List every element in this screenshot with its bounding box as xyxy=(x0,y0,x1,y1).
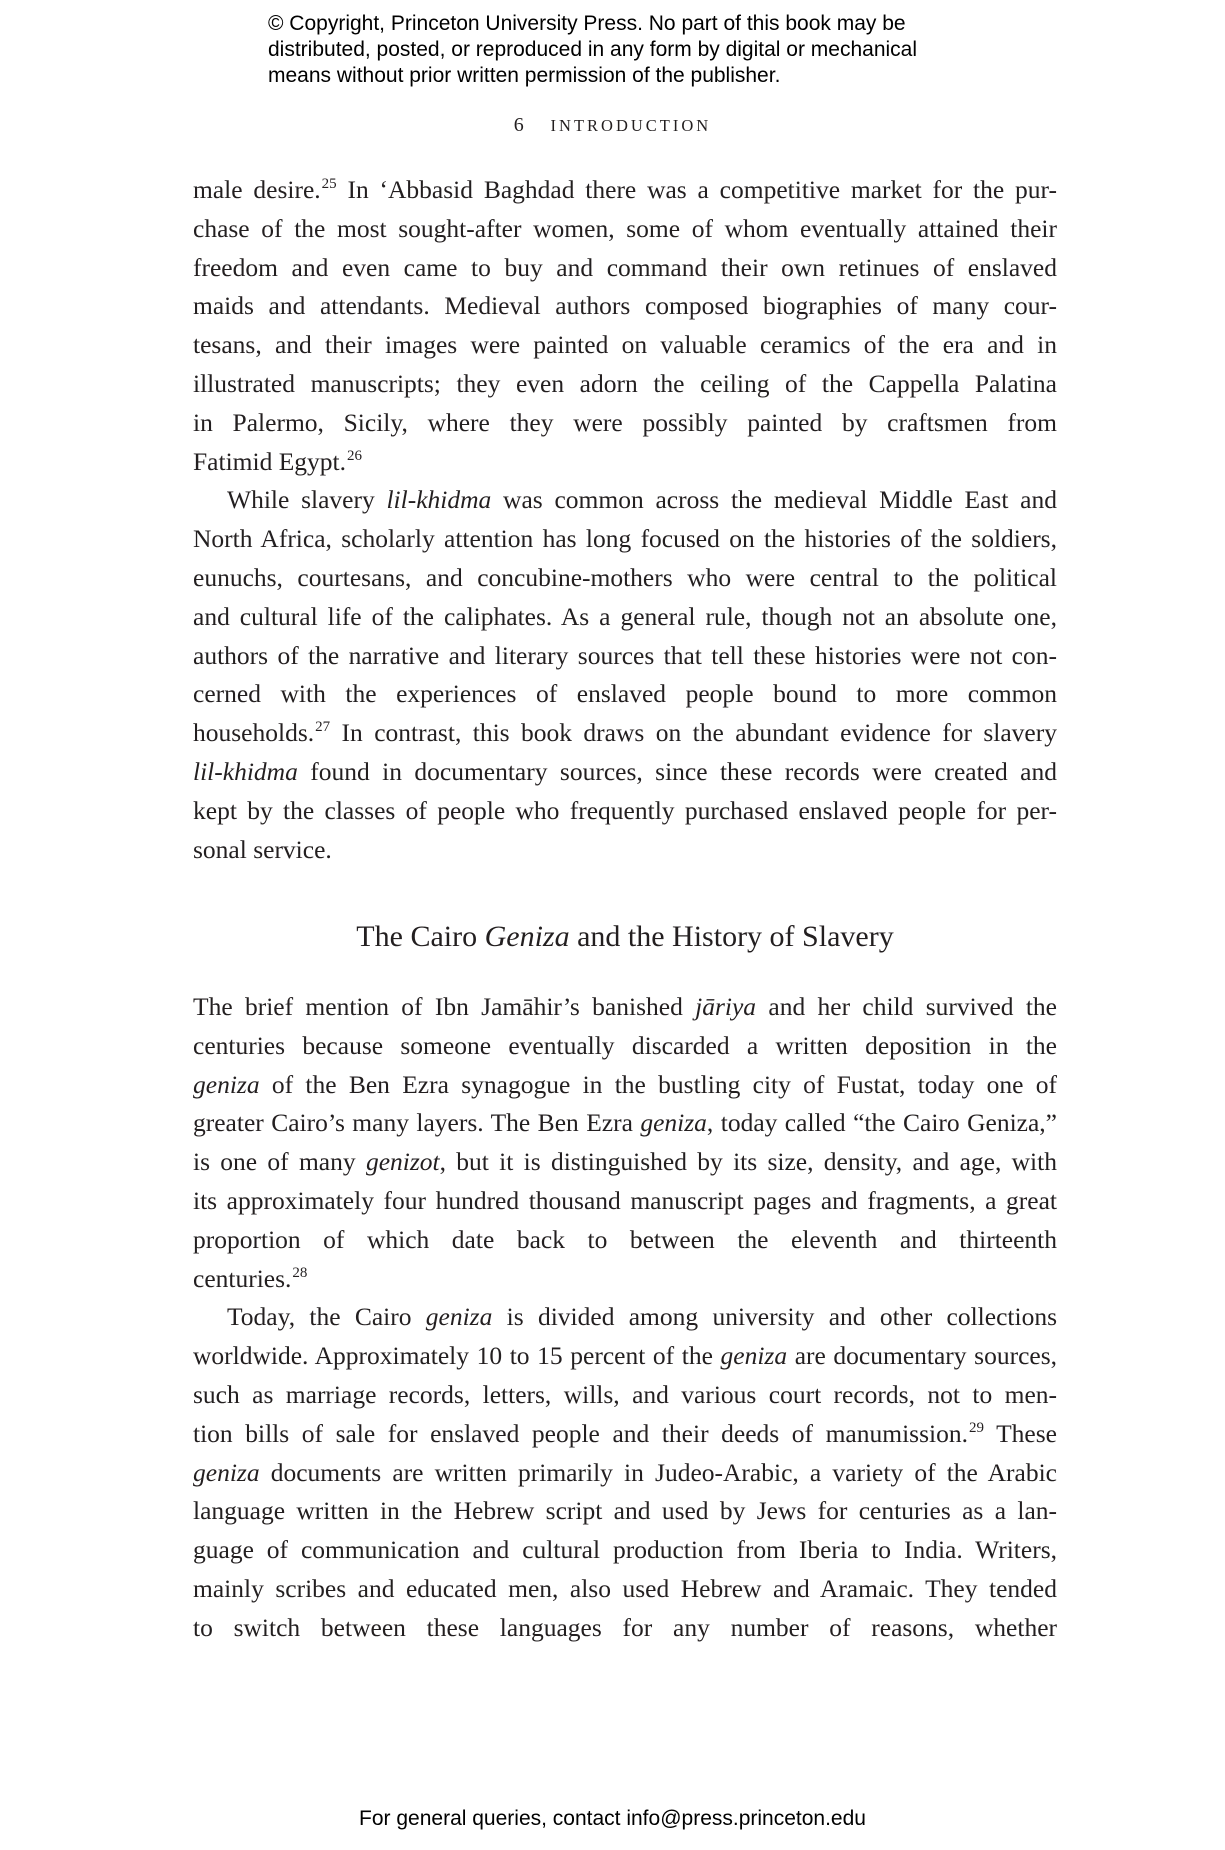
copyright-line: means without prior written permission of the publisher. xyxy=(268,64,781,87)
text-line xyxy=(193,1492,1057,1531)
text-line xyxy=(193,598,1057,637)
footnote-ref[interactable]: 27 xyxy=(315,719,331,736)
text-run: kept by the classes of people who frequently purchased enslaved people for per- xyxy=(193,795,1057,825)
text-run: greater Cairo’s many layers. The Ben Ezra xyxy=(193,1108,641,1138)
text-line xyxy=(193,1143,1057,1182)
paragraph xyxy=(193,171,1057,481)
text-run: its approximately four hundred thousand manuscript pages and fragments, a great xyxy=(193,1185,1057,1215)
text-line xyxy=(193,831,1057,870)
footnote-ref[interactable]: 25 xyxy=(321,176,337,192)
text-line xyxy=(193,1376,1057,1415)
section-heading-start: The Cairo xyxy=(356,920,485,953)
text-line xyxy=(193,1570,1057,1609)
section-heading-end: and the History of Slavery xyxy=(569,920,894,953)
text-run: documents are written primarily in Judeo-Arabic, a variety of the Arabic xyxy=(259,1457,1057,1487)
text-run: guage of communication and cultural production from Iberia to India. Writers, xyxy=(193,1535,1057,1565)
body-text-after-heading xyxy=(193,988,1057,1648)
text-run: proportion of which date back to between the eleventh and thirteenth xyxy=(193,1224,1057,1254)
italic-term: geniza xyxy=(720,1341,788,1371)
text-run: These xyxy=(983,1418,1057,1448)
text-line xyxy=(193,753,1057,792)
text-run: in Palermo, Sicily, where they were possibly painted by craftsmen from xyxy=(193,407,1057,437)
italic-term: geniza xyxy=(193,1069,260,1099)
text-line xyxy=(193,1298,1057,1337)
text-run: such as marriage records, letters, wills, and various court records, not to men- xyxy=(193,1379,1057,1409)
body-text-before-heading xyxy=(193,171,1057,869)
text-run: tesans, and their images were painted on valuable ceramics of the era and in xyxy=(193,330,1057,360)
running-head-section: INTRODUCTION xyxy=(550,116,712,135)
text-run: The brief mention of Ibn Jamāhir’s banished xyxy=(193,992,696,1021)
footnote-ref[interactable]: 26 xyxy=(347,447,362,464)
paragraph xyxy=(193,481,1057,869)
text-line xyxy=(193,714,1057,753)
copyright-notice xyxy=(268,11,1028,89)
text-line xyxy=(193,559,1057,598)
text-run: male desire. xyxy=(193,175,321,204)
paragraph xyxy=(193,988,1057,1298)
text-line xyxy=(193,365,1057,404)
page-number: 6 xyxy=(513,114,524,136)
italic-term: geniza xyxy=(193,1457,260,1487)
text-run: and cultural life of the caliphates. As a general rule, though not an absolute one, xyxy=(193,601,1057,631)
running-head xyxy=(0,114,1225,137)
text-line xyxy=(193,1609,1057,1648)
text-run: In contrast, this book draws on the abundant evidence for slavery xyxy=(330,718,1057,748)
text-line xyxy=(193,171,1057,210)
text-line xyxy=(193,1027,1057,1066)
text-line xyxy=(193,443,1057,482)
footnote-ref[interactable]: 28 xyxy=(292,1264,308,1281)
text-line xyxy=(193,637,1057,676)
footer-contact: For general queries, contact info@press.princeton.edu xyxy=(359,1807,866,1830)
text-line xyxy=(193,792,1057,831)
text-run: mainly scribes and educated men, also used Hebrew and Aramaic. They tended xyxy=(193,1573,1057,1603)
text-line xyxy=(193,520,1057,559)
text-run: authors of the narrative and literary sources that tell these histories were not con- xyxy=(193,640,1057,670)
text-run: sonal service. xyxy=(193,834,332,864)
text-run: are documentary sources, xyxy=(787,1341,1058,1371)
text-run: households. xyxy=(193,718,315,748)
text-run: maids and attendants. Medieval authors composed biographies of many cour- xyxy=(193,291,1057,321)
footnote-ref[interactable]: 29 xyxy=(968,1419,984,1436)
section-heading xyxy=(193,917,1057,957)
section-heading-italic: Geniza xyxy=(484,920,570,953)
text-run: worldwide. Approximately 10 to 15 percent of the xyxy=(193,1341,721,1371)
text-run: , today called “the Cairo Geniza,” xyxy=(706,1108,1057,1138)
text-line xyxy=(193,1531,1057,1570)
text-line xyxy=(193,1221,1057,1260)
text-line xyxy=(193,210,1057,249)
text-line xyxy=(193,404,1057,443)
text-run: cerned with the experiences of enslaved people bound to more common xyxy=(193,679,1057,709)
text-line xyxy=(193,326,1057,365)
text-line xyxy=(193,1337,1057,1376)
text-run: to switch between these languages for any number of reasons, whether xyxy=(193,1612,1057,1642)
text-run: , but it is distinguished by its size, density, and age, with xyxy=(439,1147,1057,1177)
paragraph xyxy=(193,1298,1057,1647)
italic-term: geniza xyxy=(425,1302,493,1332)
text-line xyxy=(193,1260,1057,1299)
text-line xyxy=(193,1104,1057,1143)
text-run: and her child survived the xyxy=(756,992,1057,1021)
italic-term: lil-khidma xyxy=(386,485,492,515)
text-line xyxy=(193,1066,1057,1105)
text-run: North Africa, scholarly attention has long focused on the histories of the soldiers, xyxy=(193,524,1057,554)
text-run: centuries because someone eventually discarded a written deposition in the xyxy=(193,1030,1057,1060)
copyright-line: distributed, posted, or reproduced in any form by digital or mechanical xyxy=(268,38,918,61)
text-line xyxy=(193,287,1057,326)
text-run: centuries. xyxy=(193,1263,292,1293)
text-run: freedom and even came to buy and command their own retinues of enslaved xyxy=(193,252,1057,282)
text-run: Fatimid Egypt. xyxy=(193,446,346,476)
text-run: is one of many xyxy=(193,1147,366,1177)
text-run: eunuchs, courtesans, and concubine-mothers who were central to the political xyxy=(193,562,1057,592)
italic-term: geniza xyxy=(640,1108,707,1138)
text-run: While slavery xyxy=(227,485,387,515)
text-run: chase of the most sought-after women, some of whom eventually attained their xyxy=(193,213,1057,243)
text-run: Today, the Cairo xyxy=(227,1302,426,1332)
text-line xyxy=(193,1415,1057,1454)
text-run: is divided among university and other collections xyxy=(492,1302,1057,1332)
text-line xyxy=(193,675,1057,714)
italic-term: genizot xyxy=(365,1147,440,1177)
text-run: found in documentary sources, since these records were created and xyxy=(297,756,1057,786)
text-line xyxy=(193,988,1057,1027)
text-run: illustrated manuscripts; they even adorn the ceiling of the Cappella Palatina xyxy=(193,368,1057,398)
text-run: of the Ben Ezra synagogue in the bustling city of Fustat, today one of xyxy=(259,1069,1057,1099)
text-run: In ‘Abbasid Baghdad there was a competitive market for the pur- xyxy=(336,175,1057,204)
text-line xyxy=(193,1454,1057,1493)
text-run: language written in the Hebrew script and used by Jews for centuries as a lan- xyxy=(193,1496,1057,1526)
text-run: tion bills of sale for enslaved people and their deeds of manumission. xyxy=(193,1418,968,1448)
italic-term: jāriya xyxy=(695,992,757,1021)
text-run: was common across the medieval Middle East and xyxy=(491,485,1057,515)
italic-term: lil-khidma xyxy=(193,756,298,786)
text-line xyxy=(193,249,1057,288)
copyright-line: © Copyright, Princeton University Press. No part of this book may be xyxy=(268,12,906,35)
text-line xyxy=(193,481,1057,520)
text-line xyxy=(193,1182,1057,1221)
